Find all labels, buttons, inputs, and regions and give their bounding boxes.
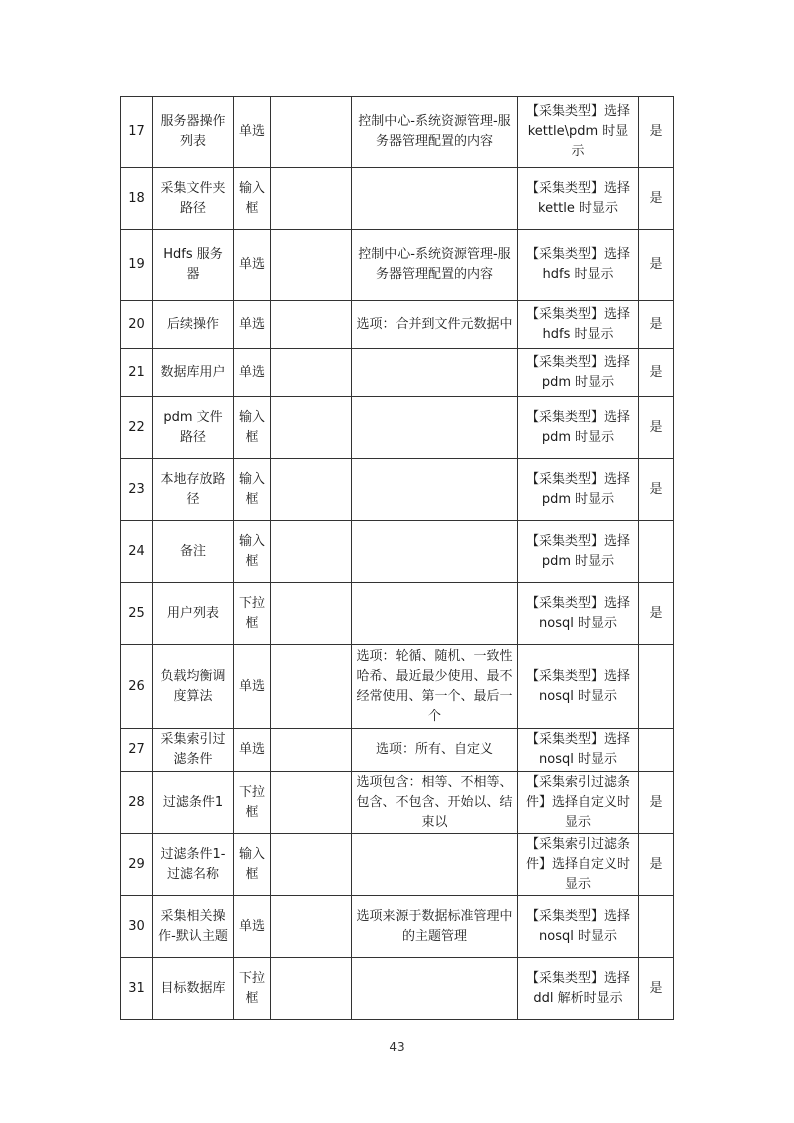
- default-value-cell: [271, 958, 352, 1020]
- display-condition-cell: 【采集类型】选择 pdm 时显示: [518, 459, 639, 521]
- row-number-cell: 21: [121, 349, 153, 397]
- default-value-cell: [271, 645, 352, 729]
- field-description-cell: [352, 349, 518, 397]
- table-row: [121, 168, 674, 230]
- table-row: [121, 521, 674, 583]
- field-type-cell: 下拉框: [234, 958, 271, 1020]
- field-description-cell: 选项：所有、自定义: [352, 729, 518, 772]
- field-description-cell: 选项：合并到文件元数据中: [352, 301, 518, 349]
- display-condition-cell: 【采集索引过滤条件】选择自定义时显示: [518, 834, 639, 896]
- field-type-cell: 单选: [234, 230, 271, 301]
- row-number-cell: 18: [121, 168, 153, 230]
- table-row: [121, 349, 674, 397]
- required-flag-cell: 是: [639, 397, 674, 459]
- field-type-cell: 输入框: [234, 168, 271, 230]
- required-flag-cell: [639, 645, 674, 729]
- row-number-cell: 29: [121, 834, 153, 896]
- table-row: [121, 301, 674, 349]
- row-number-cell: 25: [121, 583, 153, 645]
- field-name-cell: 目标数据库: [153, 958, 234, 1020]
- required-flag-cell: 是: [639, 349, 674, 397]
- field-name-cell: Hdfs 服务器: [153, 230, 234, 301]
- field-type-cell: 输入框: [234, 834, 271, 896]
- display-condition-cell: 【采集类型】选择 pdm 时显示: [518, 349, 639, 397]
- field-name-cell: 过滤条件1: [153, 772, 234, 834]
- field-type-cell: 单选: [234, 645, 271, 729]
- required-flag-cell: 是: [639, 772, 674, 834]
- field-description-cell: 选项来源于数据标准管理中的主题管理: [352, 896, 518, 958]
- display-condition-cell: 【采集类型】选择 hdfs 时显示: [518, 301, 639, 349]
- required-flag-cell: 是: [639, 834, 674, 896]
- display-condition-cell: 【采集类型】选择 nosql 时显示: [518, 583, 639, 645]
- required-flag-cell: [639, 729, 674, 772]
- display-condition-cell: 【采集类型】选择 hdfs 时显示: [518, 230, 639, 301]
- table-row: [121, 583, 674, 645]
- required-flag-cell: 是: [639, 459, 674, 521]
- table-row: [121, 397, 674, 459]
- field-name-cell: 采集相关操作-默认主题: [153, 896, 234, 958]
- field-type-cell: 输入框: [234, 459, 271, 521]
- display-condition-cell: 【采集类型】选择 pdm 时显示: [518, 397, 639, 459]
- field-name-cell: 后续操作: [153, 301, 234, 349]
- field-type-cell: 单选: [234, 729, 271, 772]
- display-condition-cell: 【采集类型】选择 nosql 时显示: [518, 729, 639, 772]
- field-description-cell: [352, 583, 518, 645]
- required-flag-cell: 是: [639, 301, 674, 349]
- field-description-cell: [352, 521, 518, 583]
- page-number: 43: [389, 1040, 405, 1054]
- field-name-cell: 负载均衡调度算法: [153, 645, 234, 729]
- default-value-cell: [271, 729, 352, 772]
- default-value-cell: [271, 349, 352, 397]
- field-type-cell: 单选: [234, 349, 271, 397]
- default-value-cell: [271, 397, 352, 459]
- table-row: [121, 459, 674, 521]
- field-type-cell: 输入框: [234, 397, 271, 459]
- field-type-cell: 下拉框: [234, 583, 271, 645]
- field-description-cell: 控制中心-系统资源管理-服务器管理配置的内容: [352, 97, 518, 168]
- required-flag-cell: [639, 521, 674, 583]
- field-name-cell: 过滤条件1-过滤名称: [153, 834, 234, 896]
- row-number-cell: 20: [121, 301, 153, 349]
- required-flag-cell: 是: [639, 230, 674, 301]
- display-condition-cell: 【采集类型】选择 nosql 时显示: [518, 896, 639, 958]
- field-type-cell: 单选: [234, 301, 271, 349]
- default-value-cell: [271, 168, 352, 230]
- row-number-cell: 31: [121, 958, 153, 1020]
- row-number-cell: 19: [121, 230, 153, 301]
- table-row: [121, 958, 674, 1020]
- field-spec-table: [120, 96, 674, 1020]
- field-description-cell: [352, 958, 518, 1020]
- table-row: [121, 645, 674, 729]
- default-value-cell: [271, 896, 352, 958]
- field-description-cell: [352, 834, 518, 896]
- required-flag-cell: 是: [639, 583, 674, 645]
- default-value-cell: [271, 583, 352, 645]
- row-number-cell: 17: [121, 97, 153, 168]
- default-value-cell: [271, 772, 352, 834]
- field-type-cell: 下拉框: [234, 772, 271, 834]
- default-value-cell: [271, 459, 352, 521]
- required-flag-cell: 是: [639, 168, 674, 230]
- field-name-cell: 备注: [153, 521, 234, 583]
- field-type-cell: 输入框: [234, 521, 271, 583]
- row-number-cell: 30: [121, 896, 153, 958]
- field-description-cell: [352, 168, 518, 230]
- default-value-cell: [271, 97, 352, 168]
- row-number-cell: 23: [121, 459, 153, 521]
- required-flag-cell: 是: [639, 97, 674, 168]
- field-description-cell: 选项包含：相等、不相等、包含、不包含、开始以、结束以: [352, 772, 518, 834]
- display-condition-cell: 【采集类型】选择 ddl 解析时显示: [518, 958, 639, 1020]
- table-row: [121, 230, 674, 301]
- display-condition-cell: 【采集类型】选择 pdm 时显示: [518, 521, 639, 583]
- table-row: [121, 772, 674, 834]
- field-type-cell: 单选: [234, 97, 271, 168]
- field-description-cell: [352, 459, 518, 521]
- required-flag-cell: 是: [639, 958, 674, 1020]
- row-number-cell: 27: [121, 729, 153, 772]
- row-number-cell: 24: [121, 521, 153, 583]
- row-number-cell: 28: [121, 772, 153, 834]
- table-row: [121, 97, 674, 168]
- row-number-cell: 26: [121, 645, 153, 729]
- field-name-cell: 采集文件夹路径: [153, 168, 234, 230]
- display-condition-cell: 【采集类型】选择 nosql 时显示: [518, 645, 639, 729]
- display-condition-cell: 【采集索引过滤条件】选择自定义时显示: [518, 772, 639, 834]
- field-name-cell: 本地存放路径: [153, 459, 234, 521]
- required-flag-cell: [639, 896, 674, 958]
- table-body: [121, 97, 674, 1020]
- table-row: [121, 834, 674, 896]
- table-row: [121, 729, 674, 772]
- default-value-cell: [271, 521, 352, 583]
- display-condition-cell: 【采集类型】选择 kettle 时显示: [518, 168, 639, 230]
- default-value-cell: [271, 301, 352, 349]
- field-type-cell: 单选: [234, 896, 271, 958]
- field-description-cell: 选项：轮循、随机、一致性哈希、最近最少使用、最不经常使用、第一个、最后一个: [352, 645, 518, 729]
- default-value-cell: [271, 834, 352, 896]
- default-value-cell: [271, 230, 352, 301]
- row-number-cell: 22: [121, 397, 153, 459]
- field-name-cell: 数据库用户: [153, 349, 234, 397]
- field-name-cell: 用户列表: [153, 583, 234, 645]
- field-description-cell: 控制中心-系统资源管理-服务器管理配置的内容: [352, 230, 518, 301]
- field-name-cell: 采集索引过滤条件: [153, 729, 234, 772]
- table-row: [121, 896, 674, 958]
- field-name-cell: 服务器操作列表: [153, 97, 234, 168]
- display-condition-cell: 【采集类型】选择 kettle\pdm 时显示: [518, 97, 639, 168]
- field-name-cell: pdm 文件路径: [153, 397, 234, 459]
- field-description-cell: [352, 397, 518, 459]
